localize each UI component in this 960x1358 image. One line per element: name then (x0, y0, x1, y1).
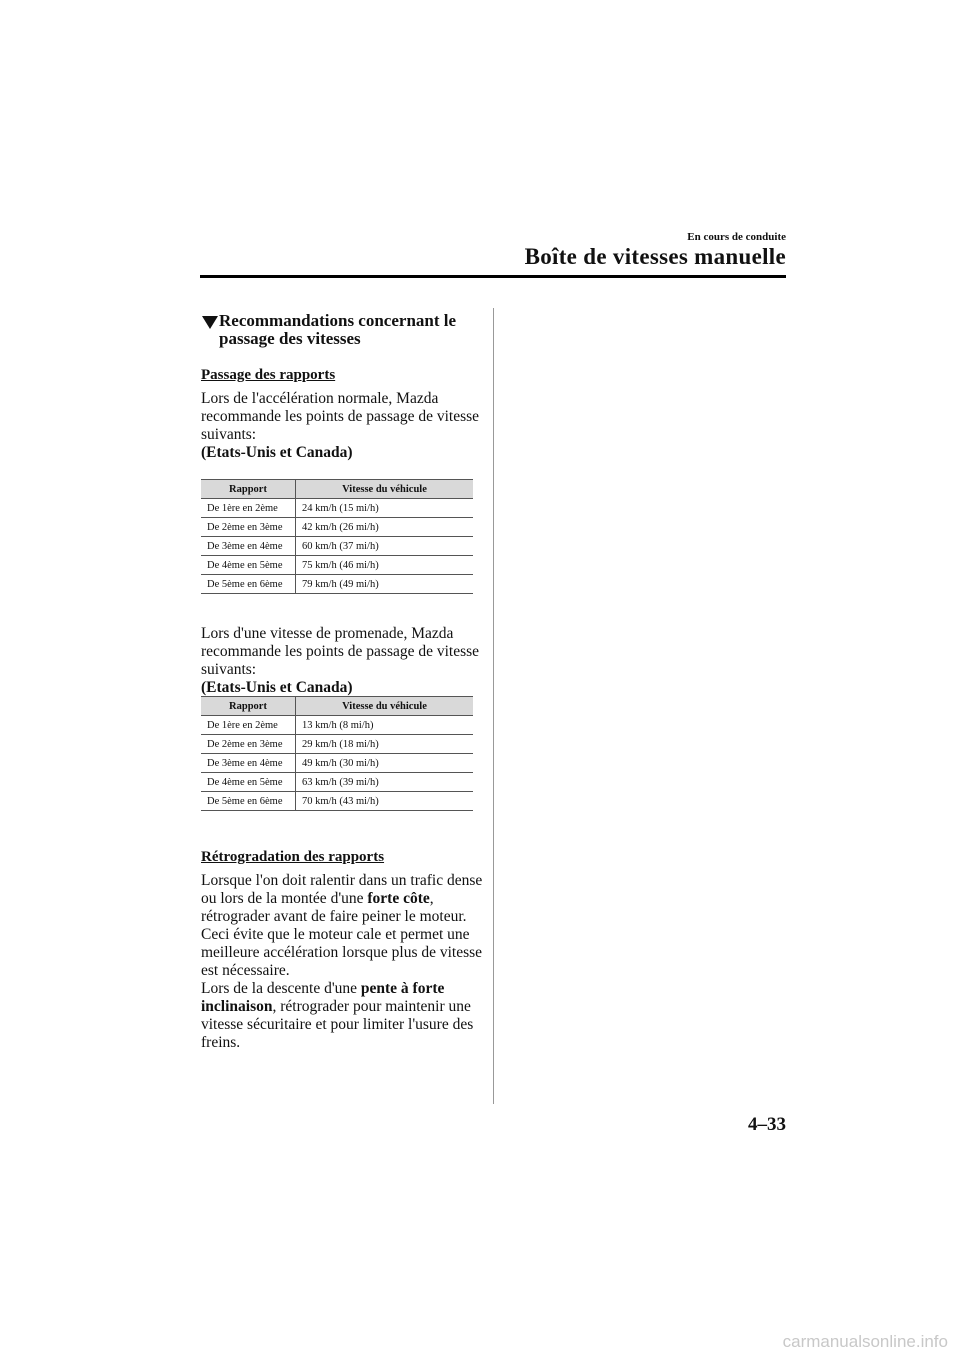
gear-cell: De 3ème en 4ème (201, 754, 296, 773)
speed-cell: 49 km/h (30 mi/h) (296, 754, 474, 773)
gear-cell: De 5ème en 6ème (201, 575, 296, 594)
downshift-text-1a: Lorsque l'on doit ralentir dans un trafic dense ou lors de la montée d'une (201, 872, 483, 907)
speed-cell: 60 km/h (37 mi/h) (296, 537, 474, 556)
upshift-intro-normal (201, 390, 486, 462)
shift-table-cruise (201, 696, 473, 811)
column-header-gear: Rapport (201, 480, 296, 499)
page-title: Boîte de vitesses manuelle (524, 244, 786, 269)
downshift-text-2b: , rétrograder pour maintenir une vitesse sécuritaire et pour limiter l'usure des freins. (201, 998, 474, 1051)
page-number: 4–33 (748, 1114, 786, 1135)
intro-cruise-text: Lors d'une vitesse de promenade, Mazda recommande les points de passage de vitesse suivants: (201, 625, 480, 678)
header-divider (200, 275, 786, 278)
table-header-row (201, 697, 473, 716)
region-label-cruise: (Etats-Unis et Canada) (201, 679, 353, 696)
speed-cell: 75 km/h (46 mi/h) (296, 556, 474, 575)
upshift-subheading: Passage des rapports (201, 367, 336, 383)
column-divider (493, 308, 494, 1104)
table-row (201, 754, 473, 773)
column-header-speed: Vitesse du véhicule (296, 480, 474, 499)
gear-cell: De 5ème en 6ème (201, 792, 296, 811)
speed-cell: 70 km/h (43 mi/h) (296, 792, 474, 811)
gear-cell: De 1ère en 2ème (201, 499, 296, 518)
table-row (201, 556, 473, 575)
downshift-text-1b: , rétrograder avant de faire peiner le moteur. Ceci évite que le moteur cale et permet une meilleure accélération lorsque plus de vitesse est nécessaire. (201, 890, 483, 979)
region-label-normal: (Etats-Unis et Canada) (201, 444, 353, 461)
downshift-paragraph (201, 872, 486, 1052)
table-row (201, 537, 473, 556)
table-row (201, 518, 473, 537)
table-row (201, 773, 473, 792)
gear-cell: De 1ère en 2ème (201, 716, 296, 735)
downshift-text-2a: Lors de la descente d'une (201, 980, 361, 997)
table-row (201, 716, 473, 735)
speed-cell: 42 km/h (26 mi/h) (296, 518, 474, 537)
shift-table-normal (201, 479, 473, 594)
gear-cell: De 4ème en 5ème (201, 556, 296, 575)
column-header-gear: Rapport (201, 697, 296, 716)
gear-cell: De 2ème en 3ème (201, 735, 296, 754)
section-heading: Recommandations concernant le passage des vitesses (219, 311, 457, 348)
table-row (201, 792, 473, 811)
upshift-intro-cruise (201, 625, 486, 697)
column-header-speed: Vitesse du véhicule (296, 697, 474, 716)
speed-cell: 29 km/h (18 mi/h) (296, 735, 474, 754)
downshift-emphasis-2: pente à forte inclinaison (201, 980, 445, 1015)
gear-cell: De 3ème en 4ème (201, 537, 296, 556)
downshift-subheading: Rétrogradation des rapports (201, 849, 385, 865)
table-row (201, 575, 473, 594)
gear-cell: De 2ème en 3ème (201, 518, 296, 537)
speed-cell: 24 km/h (15 mi/h) (296, 499, 474, 518)
gear-cell: De 4ème en 5ème (201, 773, 296, 792)
triangle-bullet-icon (202, 316, 218, 329)
table-header-row (201, 480, 473, 499)
speed-cell: 13 km/h (8 mi/h) (296, 716, 474, 735)
downshift-emphasis-1: forte côte (367, 890, 430, 907)
speed-cell: 63 km/h (39 mi/h) (296, 773, 474, 792)
speed-cell: 79 km/h (49 mi/h) (296, 575, 474, 594)
section-kicker: En cours de conduite (687, 231, 786, 243)
table-row (201, 499, 473, 518)
intro-normal-text: Lors de l'accélération normale, Mazda recommande les points de passage de vitesse suivants: (201, 390, 480, 443)
watermark: carmanualsonline.info (782, 1332, 948, 1351)
table-row (201, 735, 473, 754)
